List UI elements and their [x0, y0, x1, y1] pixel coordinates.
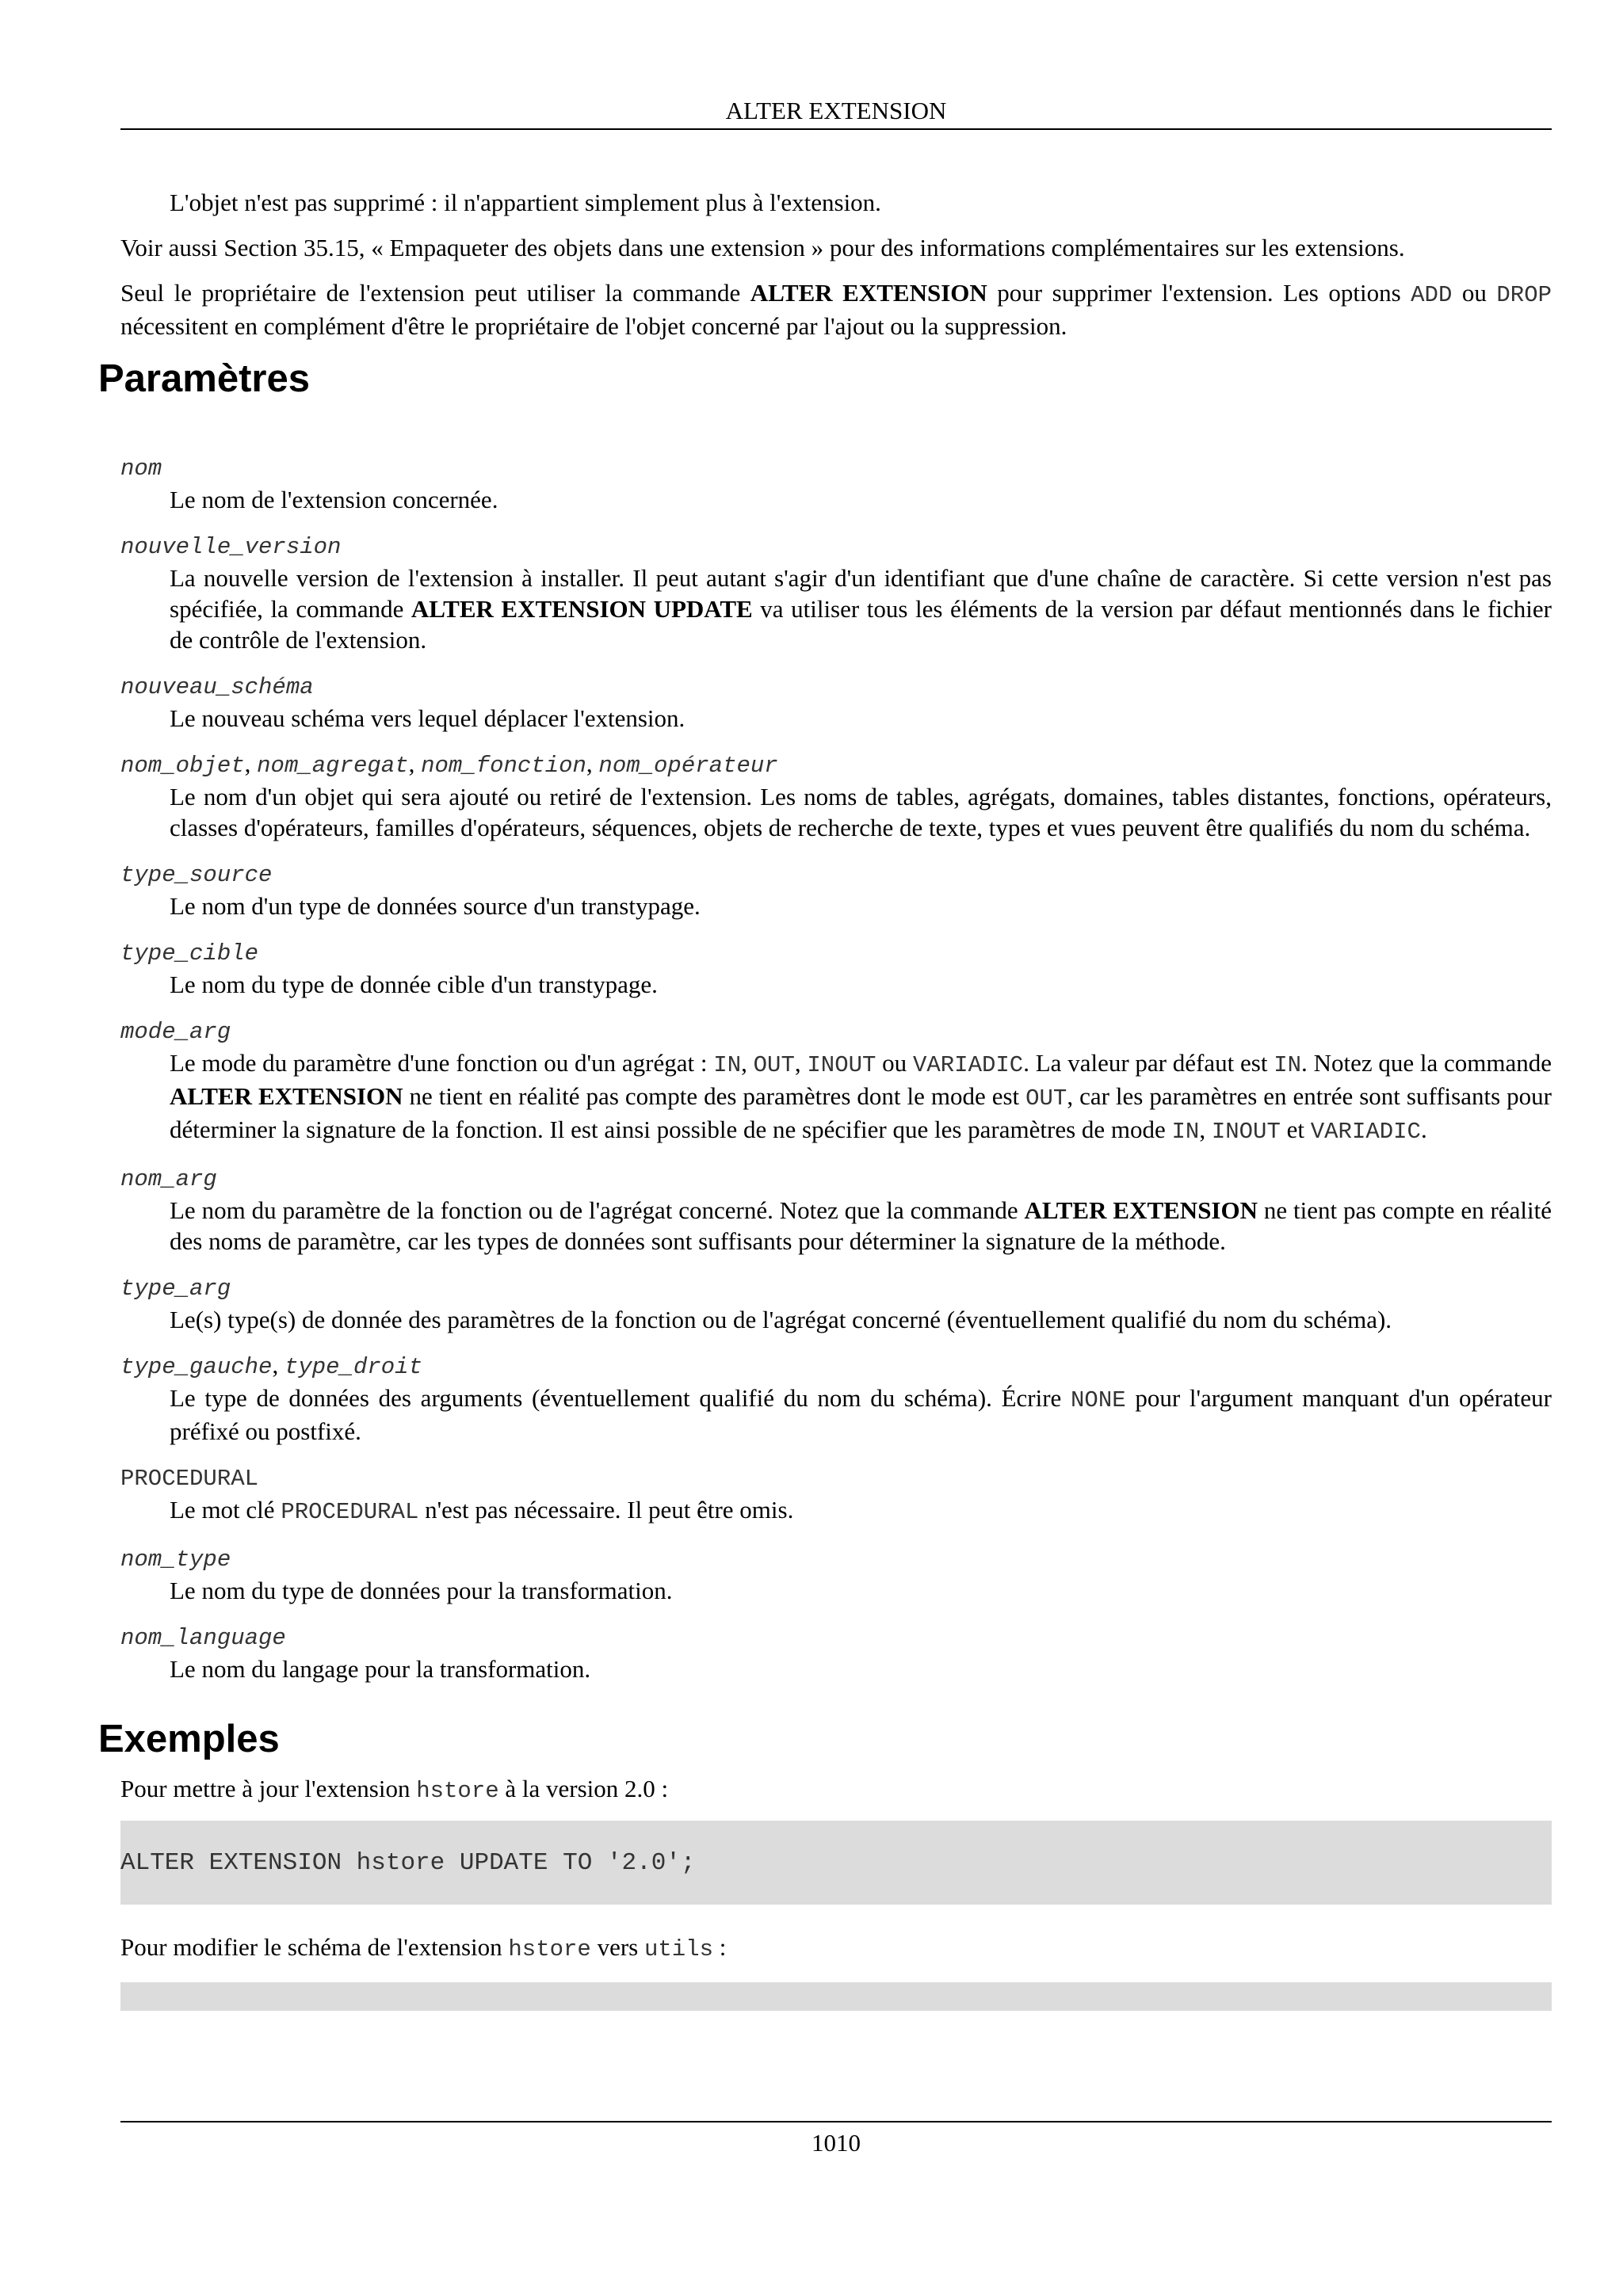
separator: , — [1199, 1116, 1212, 1143]
intro-text-2: Voir aussi Section 35.15, « Empaqueter des objets dans une extension » pour des informations complémentaires sur les extensions. — [120, 234, 1405, 261]
param-type-cible — [120, 936, 1552, 1000]
separator: , — [794, 1049, 808, 1077]
param-definition — [120, 1383, 1552, 1447]
param-definition: Le nom d'un type de données source d'un transtypage. — [170, 892, 701, 920]
param-term: nouveau_schéma — [120, 674, 314, 700]
separator: , — [244, 749, 258, 777]
param-definition: Le nom de l'extension concernée. — [170, 486, 498, 513]
param-term: type_gauche — [120, 1354, 273, 1380]
code-literal: VARIADIC — [912, 1052, 1024, 1078]
param-definition: Le nom du type de donnée cible d'un transtypage. — [170, 971, 658, 998]
text: . La valeur par défaut est — [1023, 1049, 1274, 1077]
intro-text-1: L'objet n'est pas supprimé : il n'appartient simplement plus à l'extension. — [170, 189, 881, 216]
param-term: nom_agregat — [257, 753, 409, 779]
running-header — [120, 93, 1552, 130]
text: Le mot clé — [170, 1496, 281, 1524]
code-literal: PROCEDURAL — [281, 1499, 419, 1525]
code-literal: hstore — [416, 1778, 499, 1804]
text: Le nom du paramètre de la fonction ou de l'agrégat concerné. Notez que la commande — [170, 1196, 1025, 1224]
param-definition: Le nom du type de données pour la transformation. — [170, 1577, 673, 1604]
param-definition — [120, 1047, 1552, 1147]
text: Le mode du paramètre d'une fonction ou d'un agrégat : — [170, 1049, 714, 1077]
page-number: 1010 — [812, 2129, 861, 2157]
text: ou — [1452, 279, 1497, 307]
code-literal: IN — [1274, 1052, 1302, 1078]
intro-paragraph-2 — [120, 232, 1552, 263]
header-title: ALTER EXTENSION — [725, 97, 947, 124]
text: , car les paramètres en entrée sont suffisants pour déterminer la signature de la fonction. Il est ainsi possible de ne spécifier que les paramètres de mode — [170, 1082, 1552, 1143]
param-nouveau-schema — [120, 669, 1552, 734]
intro-paragraph-3 — [120, 277, 1552, 341]
param-definition — [120, 1195, 1552, 1257]
param-mode-arg — [120, 1014, 1552, 1147]
param-definition — [120, 563, 1552, 655]
code-literal: DROP — [1496, 282, 1552, 308]
intro-paragraph-1 — [120, 187, 1552, 218]
text: La nouvelle version de l'extension à installer. Il peut autant s'agir d'un identifiant que d'une chaîne de caractère. Si cette version n'est pas spécifiée, la commande — [170, 564, 1552, 623]
example-2-intro — [120, 1932, 1552, 1965]
param-nouvelle-version — [120, 529, 1552, 655]
text: : — [713, 1933, 727, 1961]
parameter-list — [120, 451, 1552, 1684]
text: n'est pas nécessaire. Il peut être omis. — [418, 1496, 794, 1524]
text: pour l'argument manquant d'un opérateur préfixé ou postfixé. — [170, 1384, 1552, 1445]
code-literal: NONE — [1071, 1387, 1126, 1413]
param-procedural — [120, 1461, 1552, 1527]
param-definition — [120, 1494, 1552, 1527]
code-literal: INOUT — [807, 1052, 876, 1078]
text: et — [1280, 1116, 1311, 1143]
param-definition: Le nom du langage pour la transformation. — [170, 1655, 591, 1683]
code-literal: VARIADIC — [1310, 1119, 1421, 1145]
param-term: PROCEDURAL — [120, 1466, 259, 1492]
command-name: ALTER EXTENSION — [1024, 1196, 1258, 1224]
param-term: nom_arg — [120, 1166, 217, 1192]
code-block-example-1 — [120, 1821, 1552, 1905]
text: nécessitent en complément d'être le propriétaire de l'objet concerné par l'ajout ou la suppression. — [120, 312, 1067, 340]
page-footer — [120, 2121, 1552, 2161]
param-term: nom_language — [120, 1625, 286, 1651]
param-term: nom_fonction — [421, 753, 586, 779]
param-nom-type — [120, 1542, 1552, 1606]
separator: , — [272, 1351, 285, 1379]
text: Pour modifier le schéma de l'extension — [120, 1933, 509, 1961]
text: pour supprimer l'extension. Les options — [987, 279, 1411, 307]
code-literal: OUT — [1025, 1085, 1067, 1112]
text: Le type de données des arguments (éventuellement qualifié du nom du schéma). Écrire — [170, 1384, 1071, 1412]
code-literal: hstore — [508, 1936, 591, 1962]
param-term: nom_opérateur — [598, 753, 778, 779]
text: à la version 2.0 : — [498, 1775, 669, 1802]
text: Pour mettre à jour l'extension — [120, 1775, 417, 1802]
code-block-example-2 — [120, 1982, 1552, 2011]
command-name: ALTER EXTENSION UPDATE — [411, 595, 753, 623]
code-literal: IN — [713, 1052, 742, 1078]
param-definition: Le nom d'un objet qui sera ajouté ou retiré de l'extension. Les noms de tables, agrégats, domaines, tables distantes, fonctions, opérateurs, classes d'opérateurs, familles d'opérateurs, séquences, objets de recherche de texte, types et vues peuvent être qualifiés du nom du schéma. — [170, 783, 1552, 841]
text: ne tient en réalité pas compte des paramètres dont le mode est — [403, 1082, 1026, 1110]
param-type-gauche — [120, 1349, 1552, 1447]
example-1-intro — [120, 1773, 1552, 1806]
command-name: ALTER EXTENSION — [170, 1082, 403, 1110]
param-term: type_droit — [284, 1354, 422, 1380]
code-literal: ADD — [1411, 282, 1453, 308]
param-term: nom — [120, 456, 162, 482]
section-heading-parametres: Paramètres — [98, 357, 310, 400]
param-term: type_source — [120, 862, 273, 888]
param-definition: Le(s) type(s) de donnée des paramètres de la fonction ou de l'agrégat concerné (éventuellement qualifié du nom du schéma). — [170, 1306, 1392, 1333]
code-literal: IN — [1171, 1119, 1200, 1145]
text: vers — [590, 1933, 644, 1961]
param-term: type_arg — [120, 1276, 231, 1302]
param-term: mode_arg — [120, 1019, 231, 1045]
text: ne tient pas compte en réalité des noms de paramètre, car les types de données sont suffisants pour déterminer la signature de la méthode. — [170, 1196, 1552, 1255]
text: . Notez que la commande — [1301, 1049, 1552, 1077]
text: Seul le propriétaire de l'extension peut utiliser la commande — [120, 279, 750, 307]
text: . — [1420, 1116, 1427, 1143]
param-term: nouvelle_version — [120, 534, 342, 560]
param-term: nom_type — [120, 1547, 231, 1573]
param-definition: Le nouveau schéma vers lequel déplacer l'extension. — [170, 704, 685, 732]
code-literal: INOUT — [1211, 1119, 1281, 1145]
param-nom-objet — [120, 748, 1552, 843]
separator: , — [586, 749, 599, 777]
param-term: type_cible — [120, 940, 259, 967]
param-type-arg — [120, 1271, 1552, 1335]
section-heading-exemples: Exemples — [98, 1718, 280, 1760]
code-literal: OUT — [753, 1052, 795, 1078]
separator: , — [741, 1049, 754, 1077]
param-nom — [120, 451, 1552, 515]
command-name: ALTER EXTENSION — [750, 279, 987, 307]
param-nom-language — [120, 1620, 1552, 1684]
code-literal: utils — [643, 1936, 713, 1962]
param-term: nom_objet — [120, 753, 245, 779]
param-type-source — [120, 857, 1552, 921]
separator: , — [408, 749, 422, 777]
code-text: ALTER EXTENSION hstore UPDATE TO '2.0'; — [120, 1849, 696, 1877]
param-nom-arg — [120, 1161, 1552, 1257]
text: ou — [876, 1049, 913, 1077]
text: va utiliser tous les éléments de la version par défaut mentionnés dans le fichier de contrôle de l'extension. — [170, 595, 1552, 654]
page-content — [98, 187, 1552, 2011]
